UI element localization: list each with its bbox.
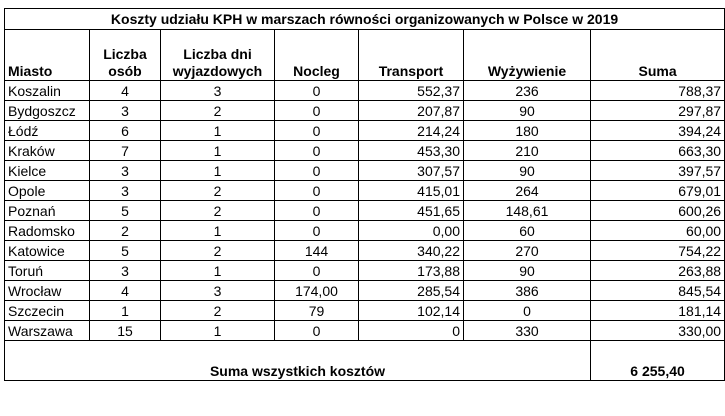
cell-miasto: Kraków xyxy=(5,141,90,161)
cell-wyzywienie: 330 xyxy=(464,321,591,341)
table-row xyxy=(5,201,725,221)
cell-dni: 2 xyxy=(161,181,275,201)
cell-transport: 453,30 xyxy=(359,141,464,161)
cell-wyzywienie: 236 xyxy=(464,81,591,101)
header-row xyxy=(5,30,725,81)
table-row xyxy=(5,181,725,201)
cell-transport: 451,65 xyxy=(359,201,464,221)
cell-transport: 207,87 xyxy=(359,101,464,121)
cell-transport: 340,22 xyxy=(359,241,464,261)
cell-transport: 415,01 xyxy=(359,181,464,201)
cell-nocleg: 0 xyxy=(275,221,359,241)
cell-wyzywienie: 90 xyxy=(464,261,591,281)
cell-nocleg: 0 xyxy=(275,161,359,181)
cell-wyzywienie: 90 xyxy=(464,101,591,121)
title-row xyxy=(5,9,725,30)
table-row xyxy=(5,301,725,321)
cell-nocleg: 0 xyxy=(275,141,359,161)
cell-suma: 394,24 xyxy=(591,121,725,141)
table-row xyxy=(5,161,725,181)
cell-dni: 1 xyxy=(161,261,275,281)
header-liczba-dni: Liczba dni wyjazdowych xyxy=(161,30,275,81)
cell-osoby: 3 xyxy=(90,101,161,121)
cell-miasto: Wrocław xyxy=(5,281,90,301)
table-row xyxy=(5,261,725,281)
cell-dni: 1 xyxy=(161,321,275,341)
cell-suma: 297,87 xyxy=(591,101,725,121)
header-wyzywienie: Wyżywienie xyxy=(464,30,591,81)
cell-transport: 173,88 xyxy=(359,261,464,281)
total-value: 6 255,40 xyxy=(591,341,725,381)
cell-dni: 2 xyxy=(161,101,275,121)
cell-nocleg: 0 xyxy=(275,321,359,341)
table-row xyxy=(5,101,725,121)
cell-nocleg: 0 xyxy=(275,181,359,201)
cell-suma: 397,57 xyxy=(591,161,725,181)
cell-wyzywienie: 386 xyxy=(464,281,591,301)
cell-transport: 0,00 xyxy=(359,221,464,241)
cell-miasto: Koszalin xyxy=(5,81,90,101)
cell-nocleg: 0 xyxy=(275,101,359,121)
cell-osoby: 3 xyxy=(90,181,161,201)
cell-miasto: Warszawa xyxy=(5,321,90,341)
table-row xyxy=(5,321,725,341)
cell-miasto: Łódź xyxy=(5,121,90,141)
cell-dni: 3 xyxy=(161,281,275,301)
header-transport: Transport xyxy=(359,30,464,81)
cell-nocleg: 144 xyxy=(275,241,359,261)
cell-wyzywienie: 210 xyxy=(464,141,591,161)
cell-osoby: 3 xyxy=(90,261,161,281)
cell-suma: 600,26 xyxy=(591,201,725,221)
cell-osoby: 5 xyxy=(90,201,161,221)
cell-wyzywienie: 180 xyxy=(464,121,591,141)
cell-wyzywienie: 60 xyxy=(464,221,591,241)
header-liczba-osob: Liczba osób xyxy=(90,30,161,81)
cell-osoby: 1 xyxy=(90,301,161,321)
cell-transport: 307,57 xyxy=(359,161,464,181)
cell-dni: 2 xyxy=(161,301,275,321)
cell-miasto: Toruń xyxy=(5,261,90,281)
cell-osoby: 2 xyxy=(90,221,161,241)
cell-suma: 263,88 xyxy=(591,261,725,281)
header-nocleg: Nocleg xyxy=(275,30,359,81)
table-row xyxy=(5,81,725,101)
table-row xyxy=(5,221,725,241)
table-row xyxy=(5,121,725,141)
table-row xyxy=(5,141,725,161)
cell-osoby: 3 xyxy=(90,161,161,181)
cell-dni: 1 xyxy=(161,141,275,161)
header-suma: Suma xyxy=(591,30,725,81)
cell-osoby: 5 xyxy=(90,241,161,261)
cell-transport: 214,24 xyxy=(359,121,464,141)
table-row xyxy=(5,281,725,301)
cell-suma: 330,00 xyxy=(591,321,725,341)
cell-nocleg: 0 xyxy=(275,201,359,221)
cell-dni: 1 xyxy=(161,121,275,141)
cell-wyzywienie: 148,61 xyxy=(464,201,591,221)
cell-osoby: 4 xyxy=(90,81,161,101)
cell-transport: 0 xyxy=(359,321,464,341)
cell-miasto: Kielce xyxy=(5,161,90,181)
cost-table xyxy=(4,8,725,381)
cell-suma: 788,37 xyxy=(591,81,725,101)
table-body xyxy=(5,81,725,341)
cell-osoby: 6 xyxy=(90,121,161,141)
cell-miasto: Opole xyxy=(5,181,90,201)
table-row xyxy=(5,241,725,261)
cell-suma: 845,54 xyxy=(591,281,725,301)
cell-suma: 679,01 xyxy=(591,181,725,201)
cell-miasto: Szczecin xyxy=(5,301,90,321)
cell-nocleg: 174,00 xyxy=(275,281,359,301)
cell-wyzywienie: 270 xyxy=(464,241,591,261)
cell-wyzywienie: 264 xyxy=(464,181,591,201)
cell-dni: 1 xyxy=(161,161,275,181)
table-title: Koszty udziału KPH w marszach równości organizowanych w Polsce w 2019 xyxy=(5,9,725,30)
cell-suma: 663,30 xyxy=(591,141,725,161)
total-row xyxy=(5,341,725,381)
cell-dni: 3 xyxy=(161,81,275,101)
cell-osoby: 15 xyxy=(90,321,161,341)
cell-dni: 1 xyxy=(161,221,275,241)
cell-nocleg: 79 xyxy=(275,301,359,321)
cell-wyzywienie: 0 xyxy=(464,301,591,321)
cell-miasto: Katowice xyxy=(5,241,90,261)
cell-suma: 60,00 xyxy=(591,221,725,241)
cell-suma: 181,14 xyxy=(591,301,725,321)
cell-osoby: 7 xyxy=(90,141,161,161)
cell-nocleg: 0 xyxy=(275,121,359,141)
cell-dni: 2 xyxy=(161,201,275,221)
cell-miasto: Poznań xyxy=(5,201,90,221)
cell-transport: 102,14 xyxy=(359,301,464,321)
header-miasto: Miasto xyxy=(5,30,90,81)
cell-transport: 552,37 xyxy=(359,81,464,101)
cell-transport: 285,54 xyxy=(359,281,464,301)
cell-miasto: Radomsko xyxy=(5,221,90,241)
cell-wyzywienie: 90 xyxy=(464,161,591,181)
cell-nocleg: 0 xyxy=(275,261,359,281)
cell-suma: 754,22 xyxy=(591,241,725,261)
cell-nocleg: 0 xyxy=(275,81,359,101)
cell-osoby: 4 xyxy=(90,281,161,301)
cost-table-container xyxy=(4,8,725,381)
total-label: Suma wszystkich kosztów xyxy=(5,341,591,381)
cell-miasto: Bydgoszcz xyxy=(5,101,90,121)
cell-dni: 2 xyxy=(161,241,275,261)
